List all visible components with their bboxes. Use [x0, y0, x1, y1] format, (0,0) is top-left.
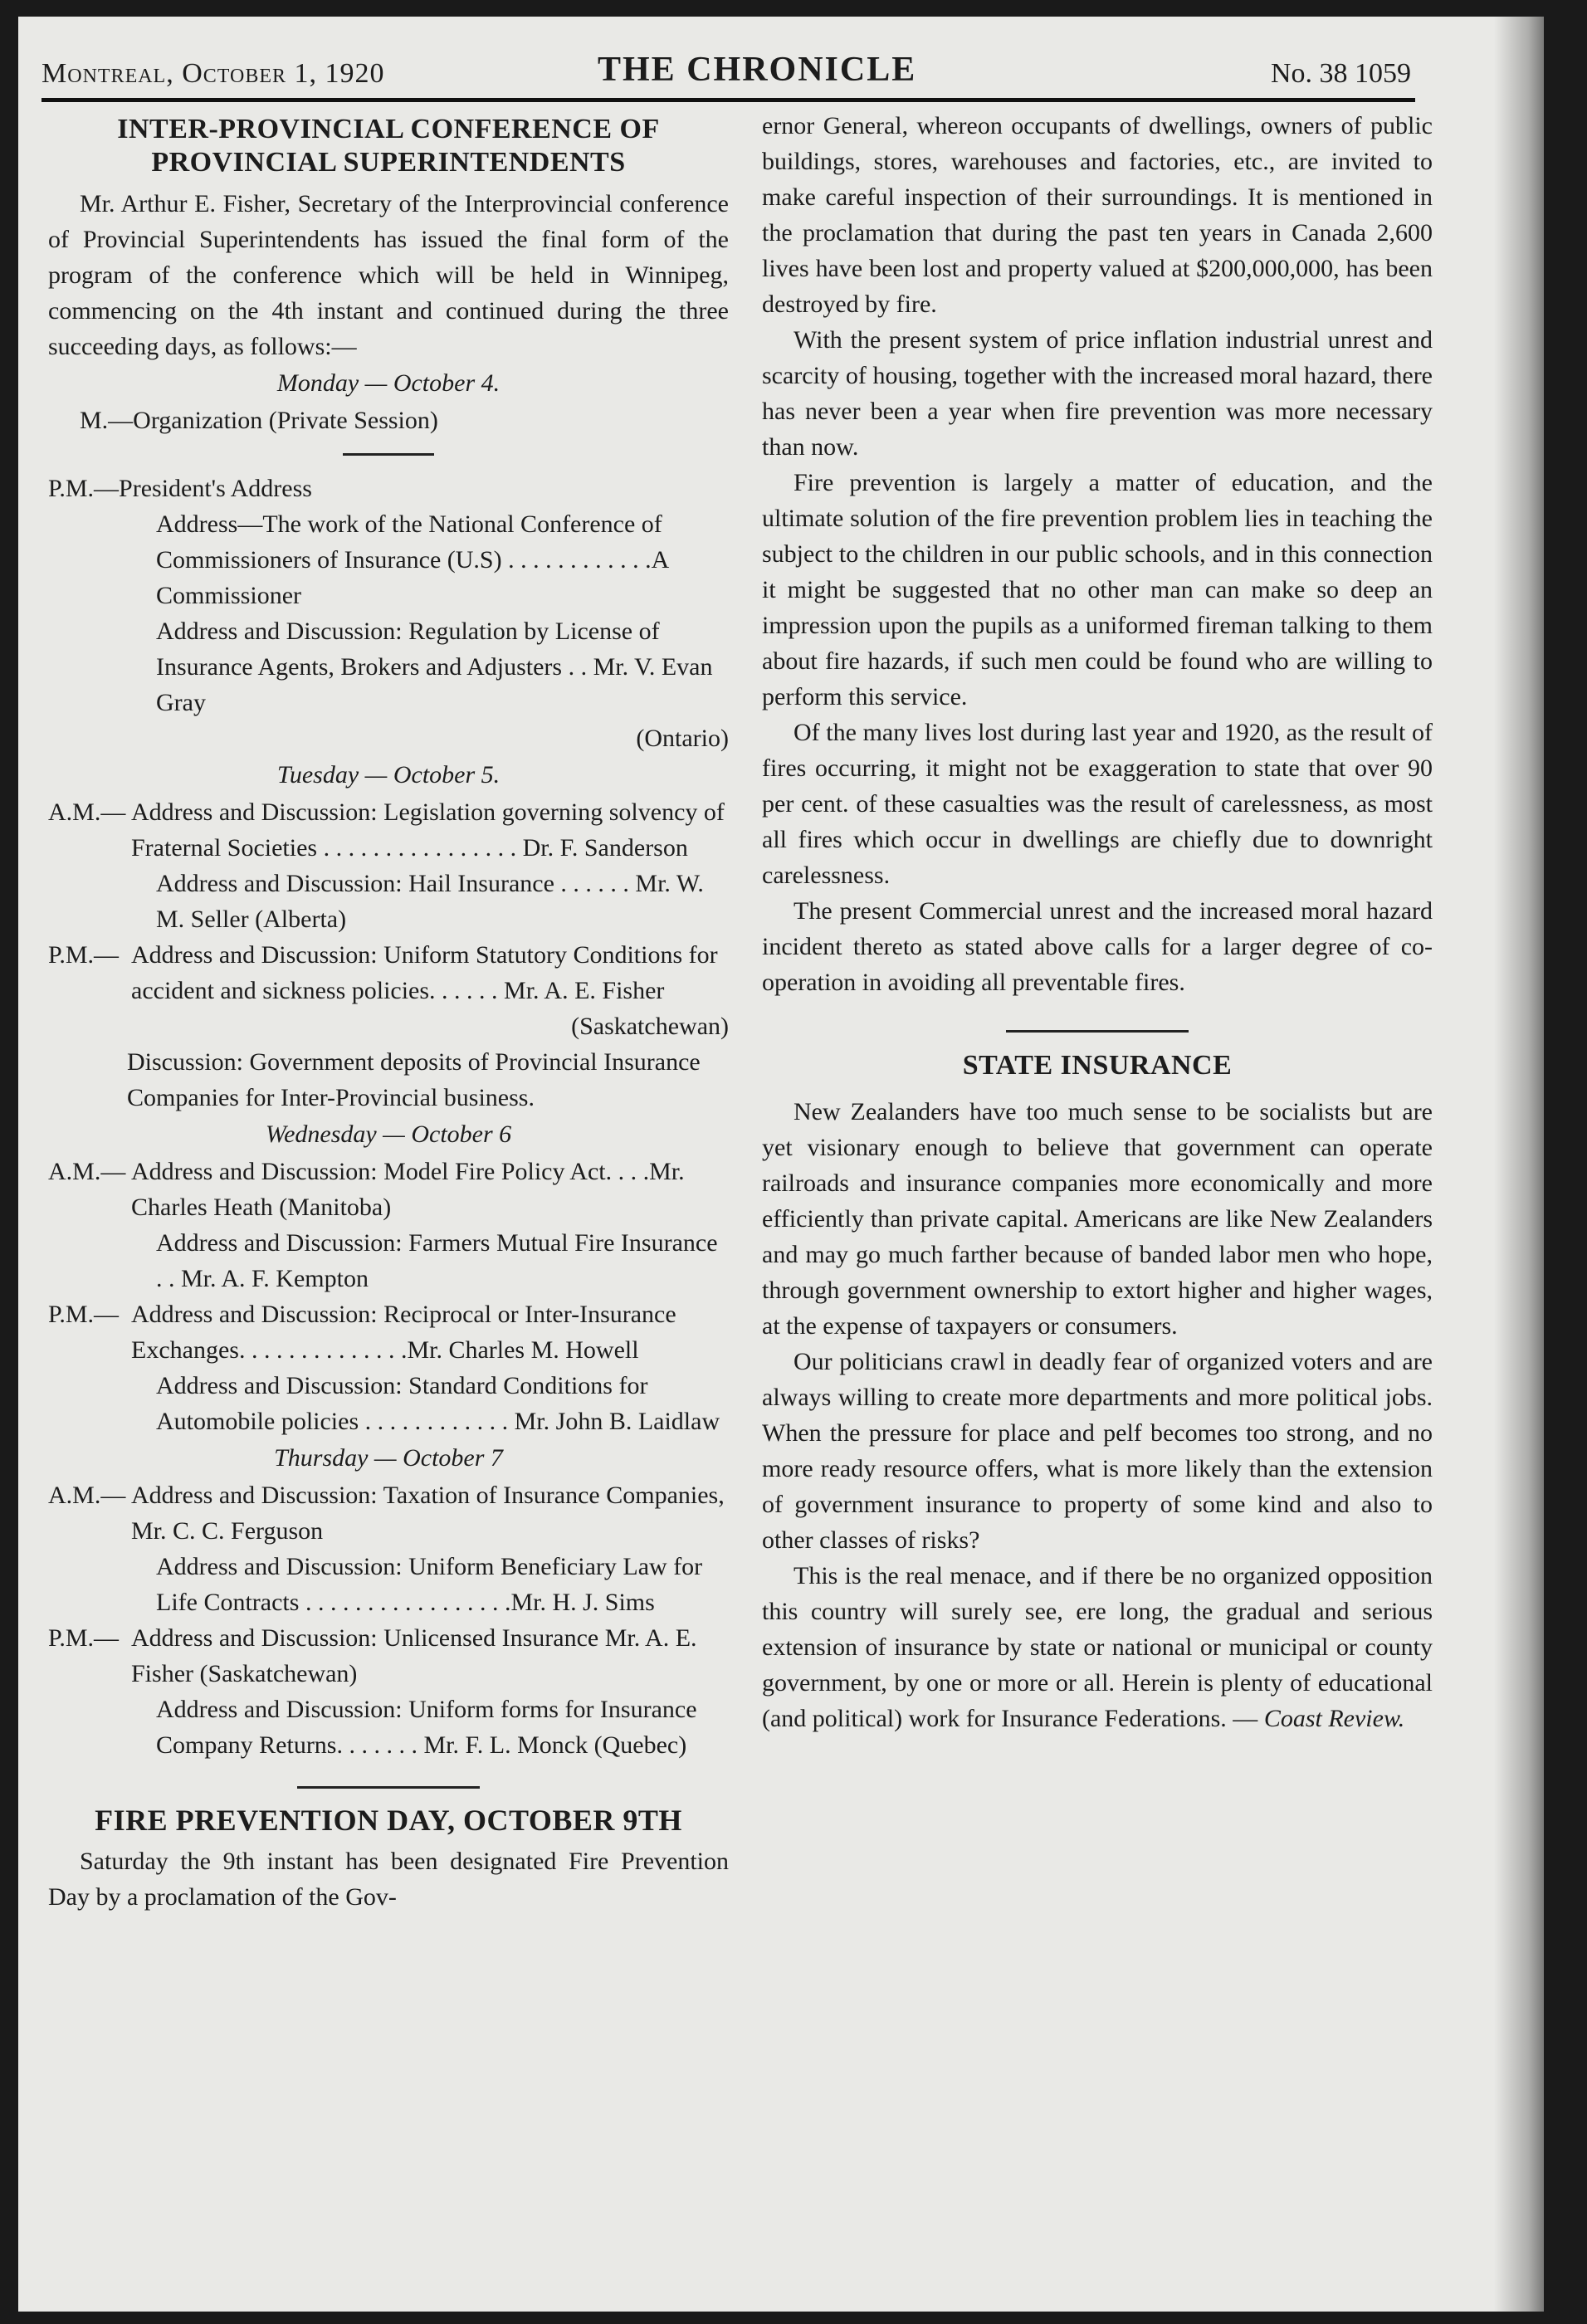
thursday-am-tag: A.M.— [48, 1482, 126, 1509]
thursday-am-item2: Address and Discussion: Uniform Beneficiary Law for Life Contracts . . . . . . . . . . . . . . . . .Mr. H. J. Sims [156, 1553, 703, 1616]
article2-title: FIRE PREVENTION DAY, OCTOBER 9TH [95, 1804, 682, 1837]
wednesday-pm-tag: P.M.— [48, 1301, 120, 1328]
masthead-title: THE CHRONICLE [598, 51, 917, 89]
page-header [42, 40, 1411, 90]
article3-title: STATE INSURANCE [962, 1050, 1233, 1081]
divider [343, 453, 434, 456]
section-divider [297, 1786, 480, 1789]
article2-p3: Fire prevention is largely a matter of education, and the ultimate solution of the fire prevention problem lies in teaching the subject to the children in our public schools, and in this connection it might be suggested that no other man can make so deep an impression upon the pupils as a uniformed fireman talking to them about fire hazards, if such men could be found who are willing to perform this service. [762, 469, 1433, 710]
tuesday-pm-item1: Address and Discussion: Uniform Statutory Conditions for accident and sickness policies. . . . . . Mr. A. E. Fisher [131, 941, 718, 1004]
header-rule [42, 98, 1415, 102]
page-edge-shadow [1494, 17, 1544, 2312]
tuesday-pm-tag: P.M.— [48, 941, 120, 969]
schedule-wednesday [48, 1154, 729, 1439]
issue-page-number: No. 38 1059 [1270, 58, 1411, 89]
article1-title [48, 113, 729, 179]
article2-p2: With the present system of price inflation industrial unrest and scarcity of housing, together with the increased moral hazard, there has never been a year when fire prevention was more necessary than now. [762, 326, 1433, 461]
wednesday-am-item1: Address and Discussion: Model Fire Policy Act. . . .Mr. Charles Heath (Manitoba) [131, 1158, 685, 1221]
schedule-thursday [48, 1477, 729, 1763]
thursday-pm-item1: Address and Discussion: Unlicensed Insurance Mr. A. E. Fisher (Saskatchewan) [131, 1624, 697, 1687]
monday-pm-item1: Address—The work of the National Conference of Commissioners of Insurance (U.S) . . . . . . . . . . . .A Commissioner [156, 510, 668, 609]
tuesday-pm-item1-province: (Saskatchewan) [571, 1013, 729, 1040]
article1-intro: Mr. Arthur E. Fisher, Secretary of the Interprovincial conference of Provincial Superintendents has issued the final form of the program of the conference which will be held in Winnipeg, commencing on the 4th instant and continued during the three succeeding days, as follows:— [48, 190, 729, 360]
monday-pm-item2: Address and Discussion: Regulation by License of Insurance Agents, Brokers and Adjusters . . Mr. V. Evan Gray [156, 618, 713, 716]
article1-title-line1: INTER-PROVINCIAL CONFERENCE OF [117, 114, 660, 144]
schedule-tuesday [48, 794, 729, 1116]
wednesday-pm-item2: Address and Discussion: Standard Conditions for Automobile policies . . . . . . . . . . . . Mr. John B. Laidlaw [156, 1372, 720, 1435]
monday-pm-item2-province: (Ontario) [636, 725, 729, 752]
day-monday: Monday — October 4. [276, 369, 501, 397]
article1-title-line2: PROVINCIAL SUPERINTENDENTS [151, 147, 626, 178]
right-column [762, 108, 1433, 1736]
header-dateline: Montreal, October 1, 1920 [42, 58, 385, 89]
article3-citation: Coast Review. [1263, 1705, 1405, 1732]
wednesday-am-item2: Address and Discussion: Farmers Mutual Fire Insurance . . Mr. A. F. Kempton [156, 1229, 718, 1292]
article3-p1: New Zealanders have too much sense to be socialists but are yet visionary enough to believe that government can operate railroads and insurance companies more economically and more efficiently than private capital. Americans are like New Zealanders and may go much farther because of banded labor men who hope, through government ownership to extort higher and higher wages, at the expense of taxpayers or consumers. [762, 1098, 1433, 1340]
tuesday-am-tag: A.M.— [48, 798, 126, 826]
article2-p1-continued: ernor General, whereon occupants of dwellings, owners of public buildings, stores, warehouses and factories, etc., are invited to make careful inspection of their surroundings. It is mentioned in the proclamation that during the past ten years in Canada 2,600 lives have been lost and property valued at $200,000,000, has been destroyed by fire. [762, 112, 1433, 318]
left-column [48, 108, 729, 1915]
wednesday-pm-item1: Address and Discussion: Reciprocal or Inter-Insurance Exchanges. . . . . . . . . . . . . .Mr. Charles M. Howell [131, 1301, 676, 1364]
article2-p5: The present Commercial unrest and the increased moral hazard incident thereto as stated above calls for a larger degree of co-operation in avoiding all preventable fires. [762, 897, 1433, 996]
day-wednesday: Wednesday — October 6 [265, 1120, 512, 1148]
article2-p4: Of the many lives lost during last year and 1920, as the result of fires occurring, it might not be exaggeration to state that over 90 per cent. of these casualties was the result of carelessness, as most all fires which occur in dwellings are chiefly due to downright carelessness. [762, 719, 1433, 889]
tuesday-am-item2: Address and Discussion: Hail Insurance . . . . . . Mr. W. M. Seller (Alberta) [156, 870, 704, 933]
article2-p1-left: Saturday the 9th instant has been designated Fire Prevention Day by a proclamation of the Gov- [48, 1848, 729, 1911]
tuesday-am-item1: Address and Discussion: Legislation governing solvency of Fraternal Societies . . . . . . . . . . . . . . . . Dr. F. Sanderson [131, 798, 725, 862]
article3-p2: Our politicians crawl in deadly fear of organized voters and are always willing to create more departments and more political jobs. When the pressure for place and pelf becomes too strong, and no more ready resource offers, what is more likely than the extension of government insurance to property of some kind and also to other classes of risks? [762, 1348, 1433, 1554]
tuesday-pm-item2: Discussion: Government deposits of Provincial Insurance Companies for Inter-Provincial business. [127, 1048, 701, 1111]
monday-pm-tag: P.M.—President's Address [48, 475, 312, 502]
section-divider-2 [1006, 1030, 1189, 1033]
article3-p3-text: This is the real menace, and if there be no organized opposition this country will surely see, ere long, the gradual and serious extension of insurance by state or national or municipal or county government, by one or more or all. Herein is plenty of educational (and political) work for Insurance Federations. — [762, 1562, 1433, 1732]
thursday-pm-tag: P.M.— [48, 1624, 120, 1652]
article3-p3 [762, 1558, 1433, 1736]
wednesday-am-tag: A.M.— [48, 1158, 126, 1185]
thursday-pm-item2: Address and Discussion: Uniform forms for Insurance Company Returns. . . . . . . Mr. F. L. Monck (Quebec) [156, 1696, 697, 1759]
thursday-am-item1: Address and Discussion: Taxation of Insurance Companies, Mr. C. C. Ferguson [131, 1482, 725, 1545]
monday-am: M.—Organization (Private Session) [80, 407, 438, 434]
schedule-monday [48, 403, 729, 756]
day-thursday: Thursday — October 7 [274, 1444, 503, 1472]
day-tuesday: Tuesday — October 5. [276, 761, 501, 788]
